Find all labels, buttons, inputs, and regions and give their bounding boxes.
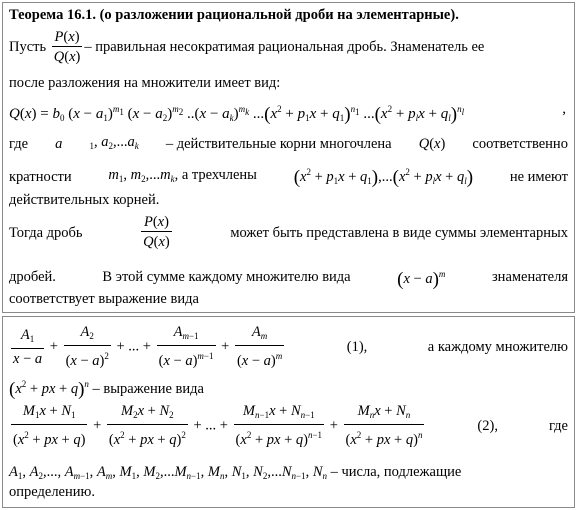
- formula-1: $\frac{A_1}{x - a}$ + $\frac{A_2}{(x - a)^2}$ + ... + $\frac{A_{m-1}}{(x - a)^{m-1}}$ + $\frac{A_m}{(x - a)^m}$ (1), а каждому множителю: [13, 324, 568, 369]
- part2-line-5: определению.: [9, 484, 95, 500]
- fraction-p-over-q: $\frac{P(x)}{Q(x)}$: [53, 29, 81, 65]
- formula-2: $\frac{M_1x + N_1}{(x^2 + px + q)}$ + $\frac{M_2x + N_2}{(x^2 + px + q)^2}$ + ... + $\frac{M_{n-1}x + N_{n-1}}{(x^2 + px + q)^{n-1}}$ + $\frac{M_nx + N_n}{(x^2 + px + q)^n}$ (2), где: [13, 403, 568, 448]
- part2-line-4: $A_1$, $A_2$,..., $A_{m-1}$, $A_m$, $M_1$, $M_2,...M_{n-1}$, $M_n$, $N_1$, $N_2,...N_{n-1}$, $N_n$ – числа, подлежащие: [9, 464, 462, 481]
- theorem-line-7: дробей. В этой сумме каждому множителю вида $(x - a)^m$ знаменателя: [9, 269, 568, 290]
- theorem-line-6: Тогда дробь $\frac{P(x)}{Q(x)}$ может быть представлена в виде суммы элементарных: [9, 214, 568, 250]
- theorem-line-8: соответствует выражение вида: [9, 291, 199, 307]
- theorem-title: Теорема 16.1. (о разложении рациональной дроби на элементарные).: [9, 7, 459, 23]
- part2-line-2: ($x^2$ + px + q)$^n$ – выражение вида: [9, 379, 204, 400]
- theorem-line-3: где a $_1$, $a_2,...a_k$ – действительные корни многочлена Q(x) соответственно: [9, 134, 568, 152]
- theorem-line-5: действительных корней.: [9, 192, 160, 208]
- theorem-line-4: кратности $m_1$, $m_2,...m_k$, а трехчлены $(x^2 + p_1x + q_1),...(x^2 + p_lx + q_l)$ не имеют: [9, 166, 568, 188]
- theorem-box: [2, 2, 575, 313]
- theorem-line-2: после разложения на множители имеет вид:: [9, 75, 281, 91]
- denominator-factorization-formula: $Q(x) = b_0$ $(x - a_1)^{m_1}$ $(x - a_2)^{m_2}$ $..(x - a_k)^{m_k}$ $...(x^2 + p_1x + q_1)^{n_1}$ $...(x^2 + p_lx + q_l)^{n_l}$ ,: [9, 101, 566, 125]
- theorem-line-1: Пусть $\frac{P(x)}{Q(x)}$ – правильная несократимая рациональная дробь. Знаменатель ее: [9, 29, 485, 65]
- expansion-box: [2, 316, 575, 508]
